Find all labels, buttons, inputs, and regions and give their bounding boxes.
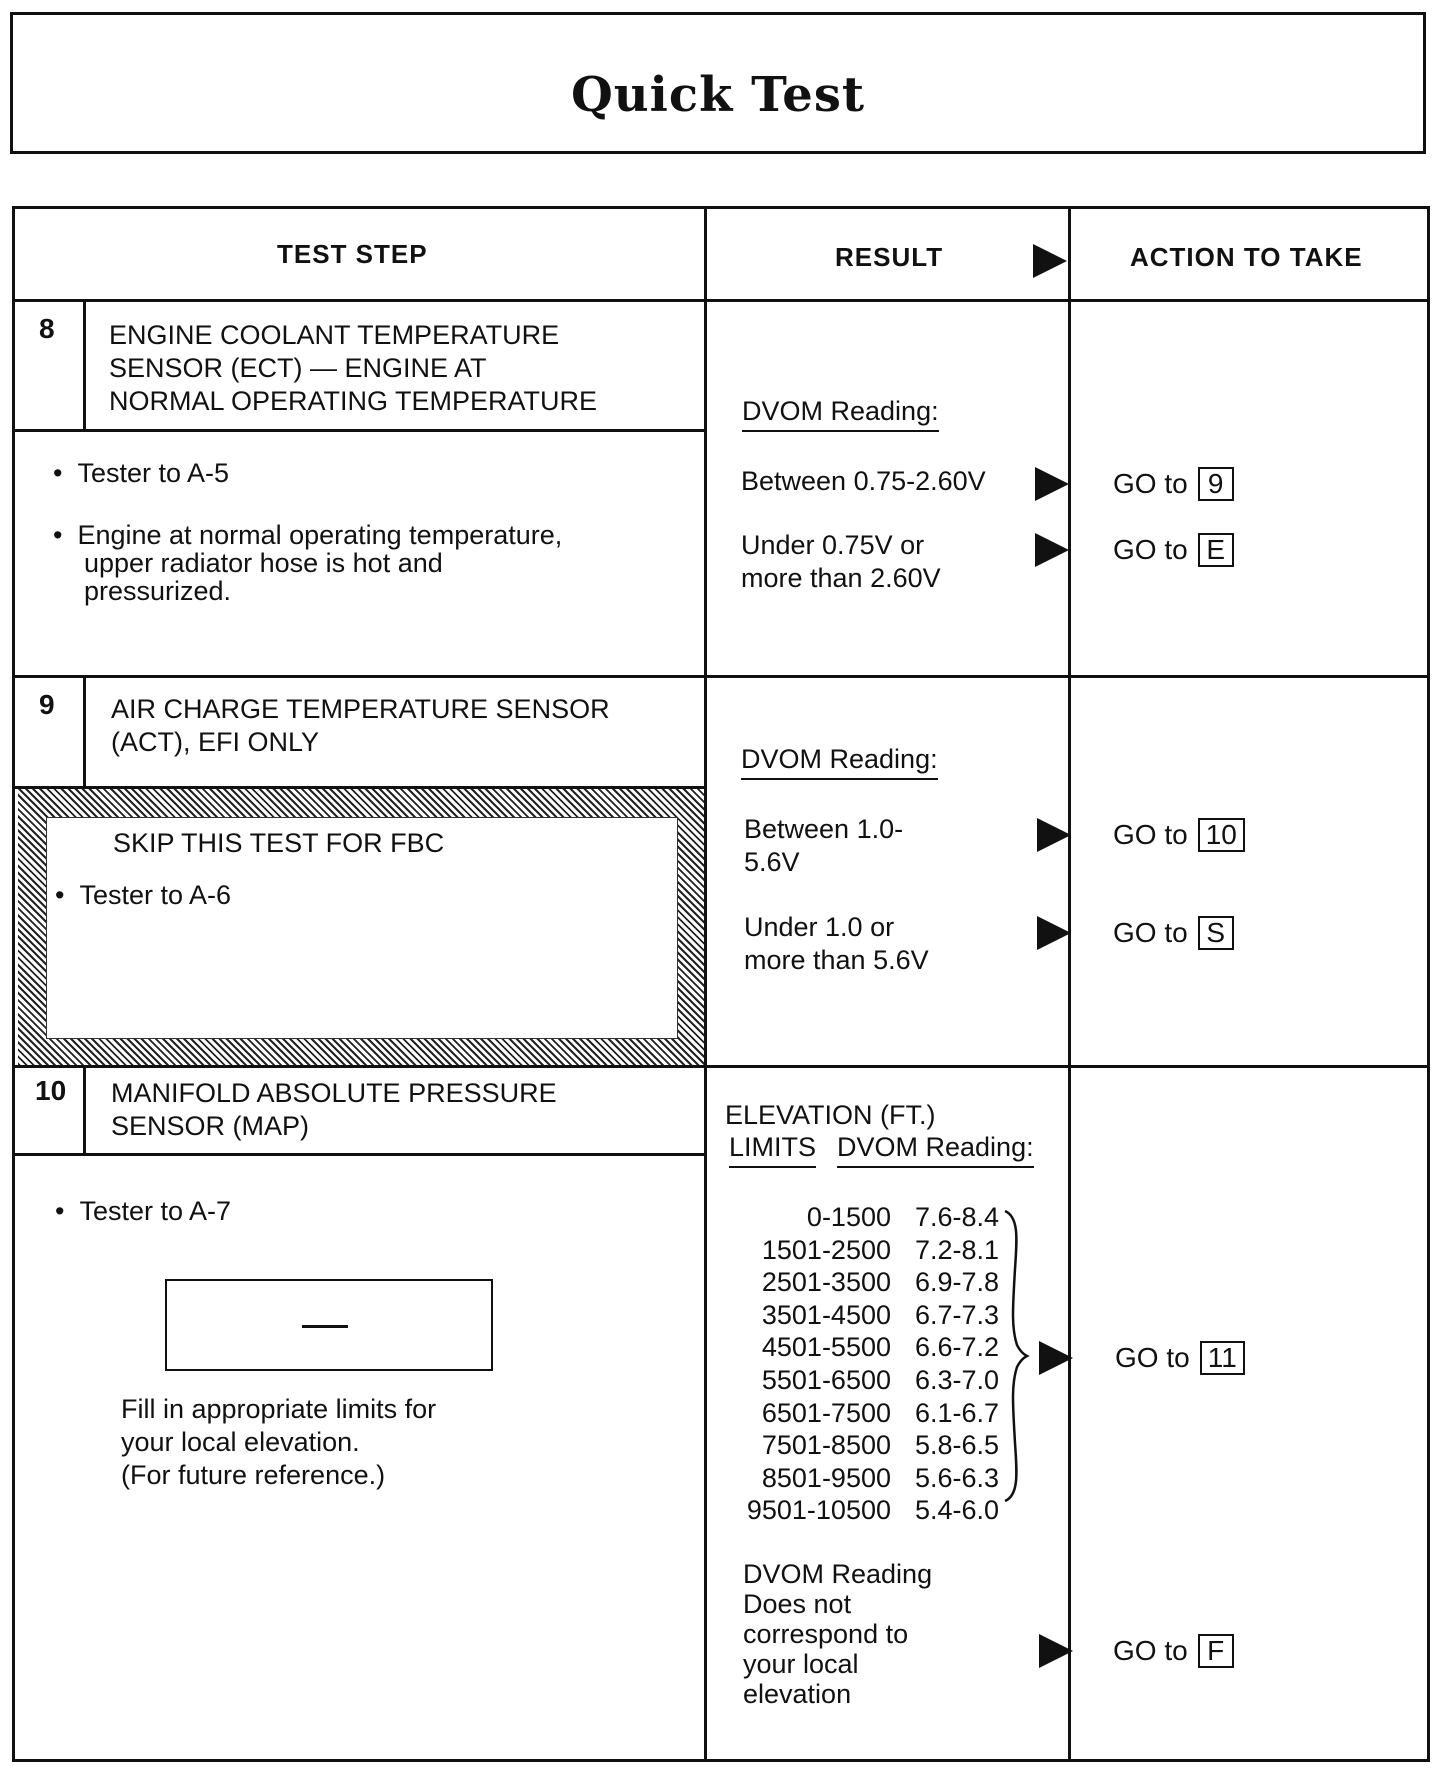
- elevation-limits-cell: 0-1500: [806, 1202, 891, 1232]
- result-heading: DVOM Reading:: [742, 395, 939, 432]
- quick-test-table: [12, 206, 1430, 1762]
- goto-action: GO to S: [1113, 916, 1234, 950]
- elevation-limits-cell: 4501-5500: [761, 1332, 891, 1363]
- goto-target-box: F: [1198, 1634, 1234, 1668]
- step-number-divider: [83, 299, 86, 429]
- step-title-divider: [15, 429, 704, 432]
- elevation-reading-cell: 7.6-8.4: [915, 1202, 1000, 1232]
- elevation-limits-cell: 1501-2500: [761, 1234, 891, 1265]
- column-divider: [704, 209, 707, 1759]
- step-number: 9: [39, 689, 55, 720]
- elevation-limits-cell: 2501-3500: [761, 1267, 891, 1298]
- fill-box-dash: [302, 1325, 348, 1328]
- result-arrow-icon: [1039, 1634, 1073, 1668]
- step-number-divider: [83, 675, 86, 789]
- step-title: ENGINE COOLANT TEMPERATURE SENSOR (ECT) — ENGINE AT NORMAL OPERATING TEMPERATURE: [109, 320, 598, 416]
- skip-note: SKIP THIS TEST FOR FBC: [113, 828, 445, 858]
- elevation-limits-cell: 8501-9500: [761, 1462, 891, 1493]
- result-item: Under 1.0 or more than 5.6V: [744, 912, 929, 975]
- goto-action: GO to E: [1113, 533, 1234, 567]
- title-box: [10, 12, 1426, 154]
- result-item: Between 1.0- 5.6V: [744, 814, 904, 877]
- result-heading: DVOM Reading:: [741, 743, 938, 780]
- bullet-item: • Tester to A-5: [53, 458, 230, 488]
- header-test-step: TEST STEP: [277, 239, 428, 269]
- step-divider: [15, 1065, 1427, 1068]
- elevation-reading-cell: 7.2-8.1: [915, 1234, 1000, 1265]
- goto-target-box: 10: [1198, 818, 1245, 852]
- elevation-limits-cell: 3501-4500: [761, 1299, 891, 1330]
- goto-action: GO to 10: [1113, 818, 1245, 852]
- mismatch-result: DVOM Reading Does not correspond to your local elevation: [743, 1559, 933, 1709]
- elevation-reading-cell: 5.4-6.0: [915, 1495, 1000, 1526]
- elevation-limits-cell: 9501-10500: [746, 1495, 891, 1526]
- result-arrow-icon: [1037, 818, 1071, 852]
- goto-target-box: E: [1198, 533, 1234, 567]
- range-brace-icon: [995, 1209, 1035, 1503]
- goto-action: GO to 11: [1115, 1341, 1245, 1375]
- step-number: 10: [35, 1075, 67, 1106]
- page-title: Quick Test: [570, 67, 866, 123]
- fill-in-note: Fill in appropriate limits for your local elevation. (For future reference.): [121, 1394, 437, 1490]
- goto-target-box: 11: [1200, 1341, 1245, 1375]
- header-divider: [15, 299, 1427, 302]
- bullet-item: • Engine at normal operating temperature, upper radiator hose is hot and pressurized.: [53, 520, 563, 606]
- result-arrow-icon: [1039, 1341, 1073, 1375]
- bullet-item: • Tester to A-6: [55, 880, 232, 910]
- step-divider: [15, 675, 1427, 678]
- step-number-divider: [83, 1065, 86, 1153]
- goto-action: GO to F: [1113, 1634, 1234, 1668]
- result-arrow-icon: [1035, 467, 1069, 501]
- elevation-reading-cell: 6.7-7.3: [915, 1299, 1000, 1330]
- elevation-reading-cell: 6.3-7.0: [915, 1365, 1000, 1395]
- result-item: Between 0.75-2.60V: [741, 466, 986, 496]
- step-title: MANIFOLD ABSOLUTE PRESSURE SENSOR (MAP): [111, 1078, 557, 1141]
- step-title: AIR CHARGE TEMPERATURE SENSOR (ACT), EFI ONLY: [111, 694, 610, 757]
- goto-action: GO to 9: [1113, 467, 1234, 501]
- step-title-divider: [15, 1153, 704, 1156]
- header-arrow-icon: [1033, 244, 1067, 278]
- elevation-limits-cell: 5501-6500: [761, 1365, 891, 1395]
- elevation-limits-fill-box: [165, 1279, 493, 1371]
- goto-target-box: 9: [1198, 467, 1234, 501]
- header-action: ACTION TO TAKE: [1130, 242, 1363, 272]
- elevation-reading-cell: 5.6-6.3: [915, 1462, 1000, 1493]
- bullet-item: • Tester to A-7: [55, 1196, 232, 1226]
- goto-target-box: S: [1198, 916, 1234, 950]
- column-divider: [1068, 209, 1071, 1759]
- elevation-heading: ELEVATION (FT.): [725, 1100, 936, 1130]
- elevation-limits-cell: 6501-7500: [761, 1397, 891, 1428]
- elevation-reading-cell: 5.8-6.5: [915, 1430, 1000, 1461]
- dvom-label: DVOM Reading:: [837, 1131, 1034, 1168]
- elevation-reading-cell: 6.6-7.2: [915, 1332, 1000, 1363]
- elevation-limits-cell: 7501-8500: [761, 1430, 891, 1461]
- result-arrow-icon: [1037, 916, 1071, 950]
- elevation-reading-cell: 6.1-6.7: [915, 1397, 1000, 1428]
- result-arrow-icon: [1035, 533, 1069, 567]
- step-number: 8: [39, 313, 55, 344]
- header-result: RESULT: [835, 242, 944, 272]
- result-item: Under 0.75V or more than 2.60V: [741, 530, 941, 593]
- limits-label: LIMITS: [729, 1131, 816, 1168]
- elevation-reading-cell: 6.9-7.8: [915, 1267, 1000, 1298]
